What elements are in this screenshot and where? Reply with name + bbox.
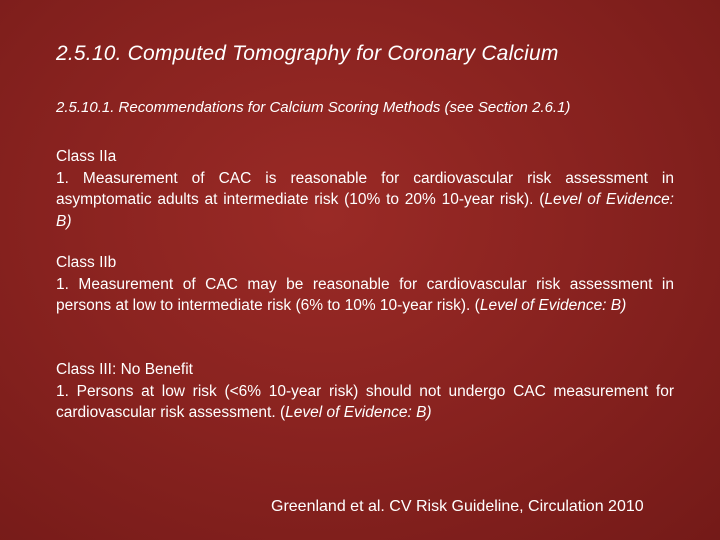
recommendation-text: [56, 168, 674, 233]
recommendation-body: 1. Measurement of CAC is reasonable for cardiovascular risk assessment in asymptomatic adults at intermediate risk (10% to 20% 10-year risk). (: [56, 169, 674, 208]
recommendation-body: 1. Measurement of CAC may be reasonable for cardiovascular risk assessment in persons at low to intermediate risk (6% to 10% 10-year risk). (: [56, 275, 674, 314]
recommendation-class-iib: [56, 252, 674, 317]
recommendation-body: 1. Persons at low risk (<6% 10-year risk) should not undergo CAC measurement for cardiovascular risk assessment. (: [56, 382, 674, 421]
recommendation-text: [56, 274, 674, 317]
class-label: Class IIa: [56, 148, 117, 165]
slide-title: 2.5.10. Computed Tomography for Coronary Calcium: [56, 42, 559, 65]
section-subtitle: 2.5.10.1. Recommendations for Calcium Scoring Methods (see Section 2.6.1): [56, 99, 571, 116]
level-of-evidence: Level of Evidence: B): [56, 191, 674, 230]
recommendation-class-iia: [56, 146, 674, 232]
recommendation-text: [56, 381, 674, 424]
level-of-evidence: Level of Evidence: B): [285, 404, 432, 421]
class-label: Class III: No Benefit: [56, 361, 193, 378]
level-of-evidence: Level of Evidence: B): [479, 297, 627, 314]
class-label: Class IIb: [56, 254, 117, 271]
citation: Greenland et al. CV Risk Guideline, Circulation 2010: [271, 498, 644, 515]
recommendation-class-iii: [56, 359, 674, 424]
